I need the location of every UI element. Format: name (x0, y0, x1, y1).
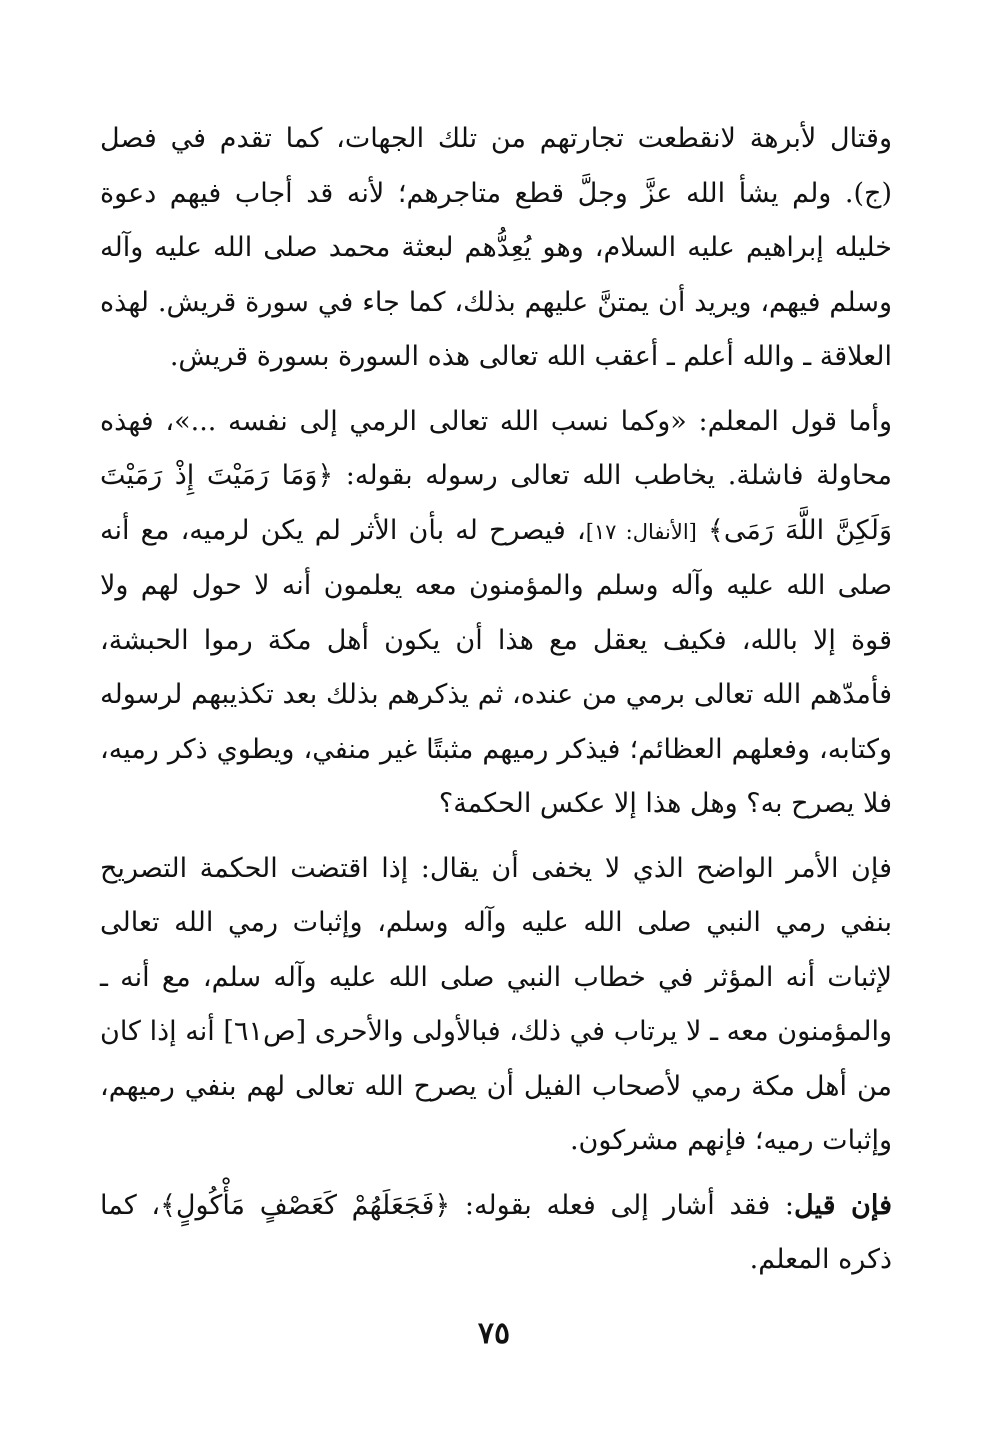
paragraph-4-lead: فإن قيل (794, 1189, 892, 1221)
paragraph-1 (100, 112, 892, 385)
paragraph-3-text: فإن الأمر الواضح الذي لا يخفى أن يقال: إذا اقتضت الحكمة التصريح بنفي رمي النبي صلى الله عليه وآله وسلم، وإثبات رمي الله تعالى لإثبات أنه المؤثر في خطاب النبي صلى الله عليه وآله سلم، مع أنه ـ والمؤمنون معه ـ لا يرتاب في ذلك، فبالأولى والأحرى [ص٦١] أنه إذا كان من أهل مكة رمي لأصحاب الفيل أن يصرح الله تعالى لهم بنفي رميهم، وإثبات رميه؛ فإنهم مشركون. (100, 852, 892, 1156)
page-number: ٧٥ (477, 1316, 511, 1351)
quran-verse-anfal: ﴿وَمَا رَمَيْتَ إِذْ رَمَيْتَ وَلَكِنَّ اللَّهَ رَمَى﴾ (100, 460, 892, 546)
paragraph-1-text: وقتال لأبرهة لانقطعت تجارتهم من تلك الجهات، كما تقدم في فصل (ج). ولم يشأ الله عزَّ وجلَّ قطع متاجرهم؛ لأنه قد أجاب فيهم دعوة خليله إبراهيم عليه السلام، وهو يُعِدُّهم لبعثة محمد صلى الله عليه وآله وسلم فيهم، ويريد أن يمتنَّ عليهم بذلك، كما جاء في سورة قريش. لهذه العلاقة ـ والله أعلم ـ أعقب الله تعالى هذه السورة بسورة قريش. (100, 123, 892, 372)
paragraph-2 (100, 395, 892, 832)
paragraph-3 (100, 842, 892, 1169)
quran-verse-fil: ﴿فَجَعَلَهُمْ كَعَصْفٍ مَأْكُولٍ﴾ (160, 1189, 451, 1221)
paragraph-4 (100, 1179, 892, 1288)
paragraph-4-text-before: : فقد أشار إلى فعله بقوله: (450, 1189, 795, 1221)
paragraph-2-text-after: ، فيصرح له بأن الأثر لم يكن لرميه، مع أنه صلى الله عليه وآله وسلم والمؤمنون معه يعلمون أنه لا حول لهم ولا قوة إلا بالله، فكيف يعقل مع هذا أن يكون أهل مكة رموا الحبشة، فأمدّهم الله تعالى برمي من عنده، ثم يذكرهم بذلك بعد تكذيبهم لرسوله وكتابه، وفعلهم العظائم؛ فيذكر رميهم مثبتًا غير منفي، ويطوي ذكر رميه، فلا يصرح به؟ وهل هذا إلا عكس الحكمة؟ (100, 514, 892, 819)
paragraph-4-text-after: ، كما ذكره المعلم. (100, 1189, 892, 1275)
paragraph-2-text-before: وأما قول المعلم: «وكما نسب الله تعالى الرمي إلى نفسه ...»، فهذه محاولة فاشلة. يخاطب الله تعالى رسوله بقوله: (100, 405, 893, 491)
verse-reference: [الأنفال: ١٧] (585, 519, 697, 544)
page-body (100, 112, 892, 1288)
